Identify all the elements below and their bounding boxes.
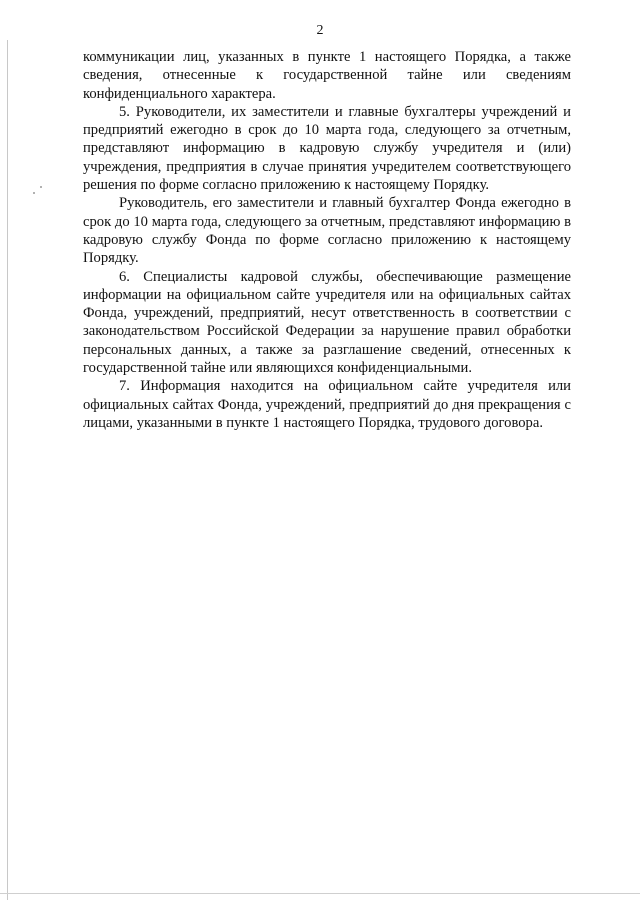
paragraph-item-7: 7. Информация находится на официальном сайте учредителя или официальных сайтах Фонда, учреждений, предприятий до дня прекращения с лицами, указанными в пункте 1 настоящего Порядка, трудового договора. xyxy=(83,378,571,431)
page-number: 2 xyxy=(316,23,324,38)
document-body xyxy=(83,48,571,432)
scan-speck xyxy=(40,186,42,188)
paragraph-item-5-fund: Руководитель, его заместители и главный бухгалтер Фонда ежегодно в срок до 10 марта года, следующего за отчетным, представляют информацию в кадровую службу Фонда по форме согласно приложению к настоящему Порядку. xyxy=(83,195,571,267)
paragraph-continued: коммуникации лиц, указанных в пункте 1 настоящего Порядка, а также сведения, отнесенные к государственной тайне или сведениям конфиденциального характера. xyxy=(83,49,571,102)
scan-speck xyxy=(33,192,35,194)
paragraph-item-5: 5. Руководители, их заместители и главные бухгалтеры учреждений и предприятий ежегодно в срок до 10 марта года, следующего за отчетным, представляют информацию в кадровую службу учредителя и (или) учреждения, предприятия в случае принятия учредителем соответствующего решения по форме согласно приложению к настоящему Порядку. xyxy=(83,103,571,194)
scan-bottom-edge xyxy=(0,893,640,894)
paragraph-item-6: 6. Специалисты кадровой службы, обеспечивающие размещение информации на официальном сайте учредителя или на официальных сайтах Фонда, учреждений, предприятий, несут ответственность в соответствии с законодательством Российской Федерации за нарушение правил обработки персональных данных, а также за разглашение сведений, отнесенных к государственной тайне или являющихся конфиденциальными. xyxy=(83,268,571,377)
scan-left-edge xyxy=(7,40,8,900)
